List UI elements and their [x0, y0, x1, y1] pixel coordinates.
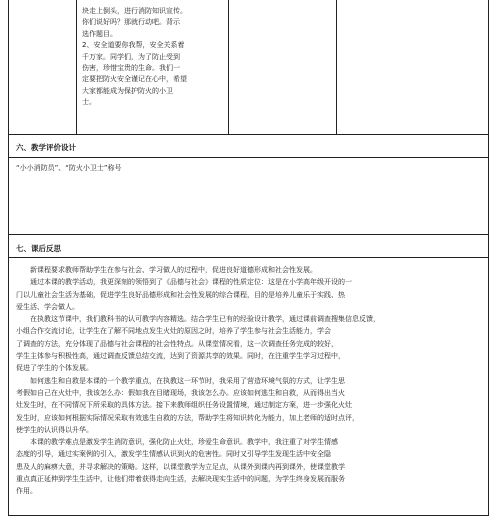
- paragraph-line: 在执教这节课中，我们教科书的认可教学内容精选。结合学生已有的经验设计教学，通过课前调查搜集信息反馈，: [30, 315, 380, 324]
- row-divider: [8, 234, 489, 235]
- column-divider: [336, 0, 337, 134]
- paragraph-line: 通过本课的教学活动，我更深刻的领悟到了《品德与社会》课程的性质定位：这是在小学高年级开设的一: [30, 278, 352, 287]
- activity-cell: [82, 6, 187, 109]
- paragraph-line: 促进了学生的个体发展。: [16, 364, 93, 373]
- activity-line: 伤害，珍惜宝贵的生命。我们一: [82, 64, 180, 73]
- activity-line: 士。: [82, 98, 96, 107]
- paragraph-line: 了调查的方法，充分体现了品德与社会课程的社会性特点。从课堂情况看，这一次调查任务完成的较好，: [16, 339, 338, 348]
- activity-line: 定要把防火安全谨记在心中，希望: [82, 75, 187, 84]
- paragraph-line: 作用。: [16, 487, 37, 496]
- paragraph-line: 灶发生时，在不同情况下所采取的具体方法。接下来教师组织任务设置情境，通过制定方案，进一步强化火灶: [16, 401, 352, 410]
- evaluation-content: “小小消防员”、“防火小卫士”称号: [16, 164, 122, 172]
- paragraph-line: 学生主体参与积极性高，通过调查反馈总结交流，达到了资源共享的效果。同时，在注重学生学习过程中，: [16, 352, 345, 361]
- paragraph-line: 门以儿童社会生活为基础，促进学生良好品德形成和社会性发展的综合课程，目的是培养儿童乐于实践、热: [16, 290, 345, 299]
- paragraph-line: 重点真正延伸到学生生活中，让他们带着获得走向生活，去解决现实生活中的问题，为学生终身发展而服务: [16, 475, 345, 484]
- row-divider: [8, 157, 489, 158]
- activity-line: 千万家。同学们，为了防止受到: [82, 52, 180, 61]
- column-divider: [228, 0, 229, 134]
- section-title-evaluation: 六、教学评价设计: [16, 143, 76, 152]
- section-title-reflection: 七、课后反思: [16, 244, 61, 253]
- paragraph-line: 如何逃生和自救是本课的一个教学重点，在执教这一环节时，我采用了营造环境气氛的方式，让学生思: [30, 376, 345, 385]
- paragraph-line: 考假如自己在火灶中，我该怎么办：假如我在目睹现场，我该怎么办。应该如何逃生和自救，从而得出当火: [16, 388, 345, 397]
- row-divider: [8, 257, 489, 258]
- paragraph-line: 本课的教学难点是激发学生消防意识，强化防止火灶，珍爱生命意识。教学中，我注重了对学生情感: [30, 438, 338, 447]
- activity-line: 2、安全道要你我帮，安全关系着: [82, 41, 185, 50]
- column-divider: [76, 0, 77, 134]
- activity-line: 块走上倒头，进行消防知识宣传。: [82, 7, 187, 15]
- paragraph-line: 爱生活、学会做人。: [16, 302, 79, 311]
- paragraph-line: 患及人的麻痹大意，并寻求解决的策略。这样，以课堂教学为立足点，从课外到课内再到课外，使课堂教学: [16, 462, 345, 471]
- row-divider: [8, 134, 489, 135]
- reflection-body: [16, 264, 479, 498]
- activity-line: 选作题目。: [82, 29, 117, 38]
- activity-line: 你们说好吗？那就行动吧。背示: [82, 18, 180, 27]
- activity-line: 大家都能成为保护防火的小卫: [82, 86, 173, 95]
- paragraph-line: 新课程要求教师帮助学生在参与社会、学习做人的过程中，促进良好道德形成和社会性发展。: [30, 266, 317, 274]
- paragraph-line: 使学生的认识得以升华。: [16, 425, 93, 434]
- paragraph-line: 发生时，应该如何根据实际情况采取有效逃生自救的方法，帮助学生将知识转化为能力，加上老师的适时点评，: [16, 413, 359, 422]
- paragraph-line: 态度的引导，通过实案例的引入，激发学生情感认识到火的危害性。同时又引导学生发现生活中安全隐: [16, 450, 331, 459]
- paragraph-line: 小组合作交流讨论，让学生在了解不同地点发生火灶的原因之时，培养了学生参与社会生活能力，学会: [16, 327, 331, 336]
